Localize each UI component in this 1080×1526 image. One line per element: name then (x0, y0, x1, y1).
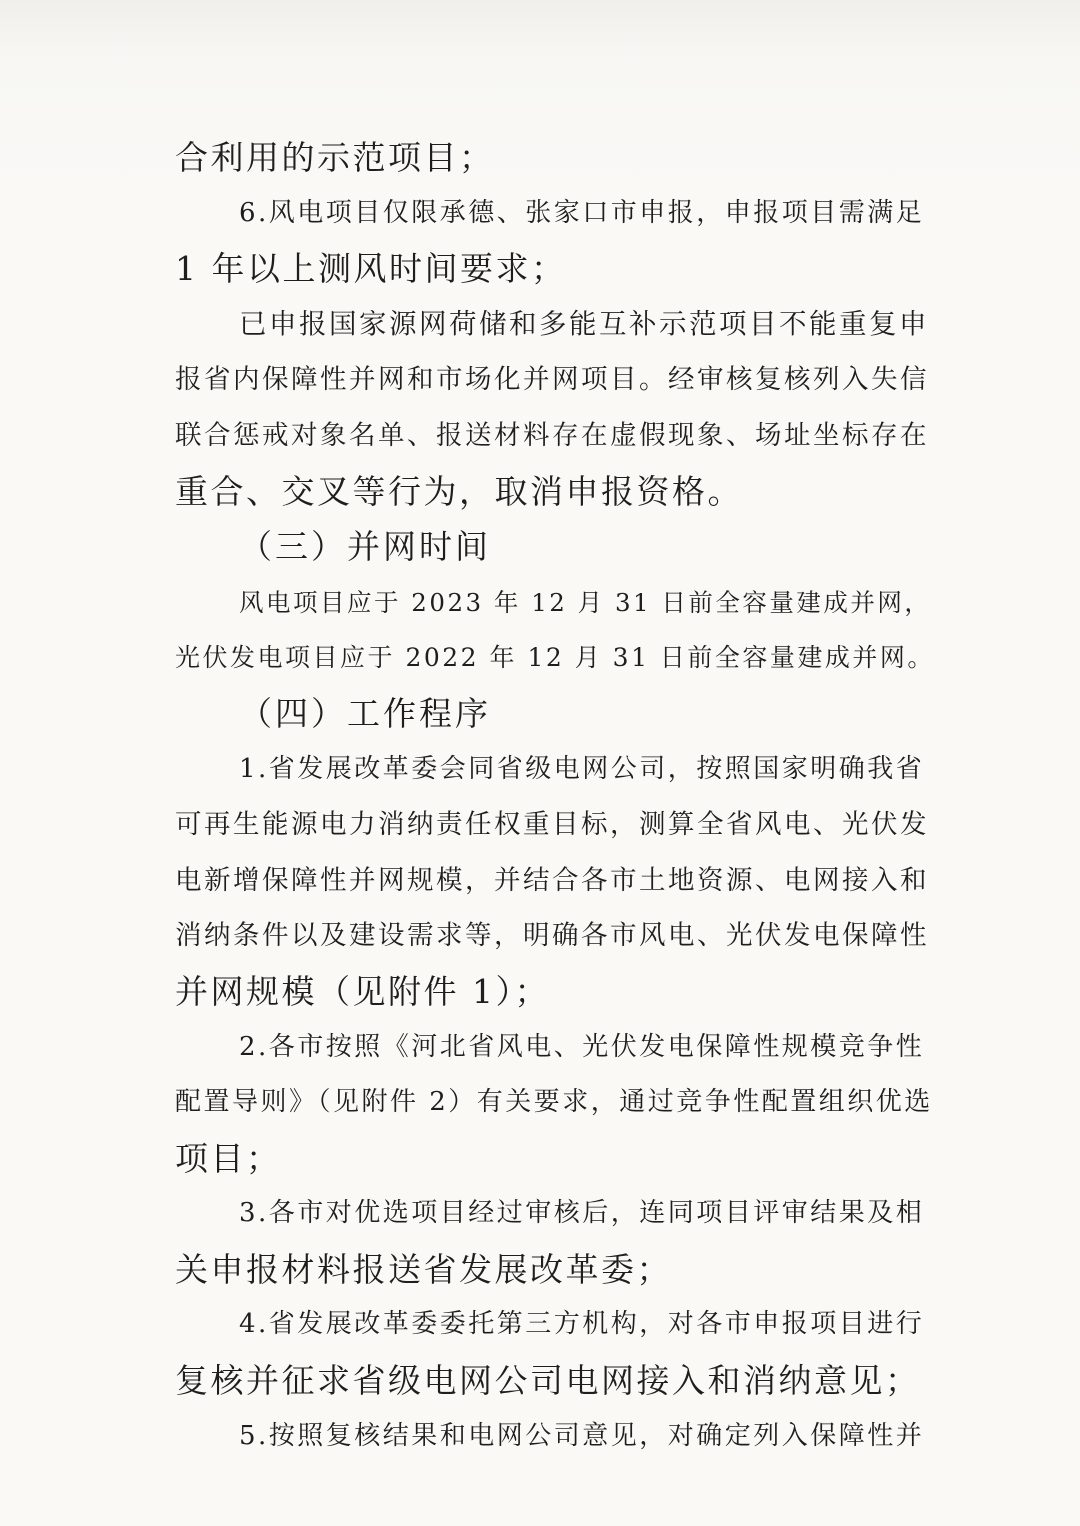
text-line: 1.省发展改革委会同省级电网公司，按照国家明确我省 (239, 753, 925, 784)
text-line: 电新增保障性并网规模，并结合各市土地资源、电网接入和 (175, 864, 929, 896)
text-line: 4.省发展改革委委托第三方机构，对各市申报项目进行 (239, 1309, 925, 1340)
section-heading: （三）并网时间 (239, 527, 491, 567)
text-line: 关申报材料报送省发展改革委； (175, 1249, 672, 1289)
text-line: 联合惩戒对象名单、报送材料存在虚假现象、场址坐标存在 (175, 419, 929, 451)
text-line: 重合、交叉等行为，取消申报资格。 (175, 471, 743, 511)
text-line: 可再生能源电力消纳责任权重目标，测算全省风电、光伏发 (175, 809, 929, 841)
text-line: 项目； (175, 1138, 282, 1178)
text-line: 6.风电项目仅限承德、张家口市申报，申报项目需满足 (239, 197, 925, 228)
text-line: 报省内保障性并网和市场化并网项目。经审核复核列入失信 (175, 364, 929, 396)
text-line: 并网规模（见附件 1）； (175, 971, 550, 1011)
document-body (175, 130, 935, 1464)
text-line: 消纳条件以及建设需求等，明确各市风电、光伏发电保障性 (175, 920, 929, 952)
text-line: 复核并征求省级电网公司电网接入和消纳意见； (175, 1361, 921, 1401)
text-line: 3.各市对优选项目经过审核后，连同项目评审结果及相 (239, 1198, 925, 1229)
text-line: 5.按照复核结果和电网公司意见，对确定列入保障性并 (239, 1420, 925, 1451)
text-line: 风电项目应于 2023 年 12 月 31 日前全容量建成并网， (239, 587, 932, 617)
text-line: 合利用的示范项目； (175, 138, 495, 177)
text-line: 配置导则》（见附件 2）有关要求，通过竞争性配置组织优选 (175, 1087, 933, 1118)
text-line: 1 年以上测风时间要求； (175, 249, 567, 289)
text-line: 已申报国家源网荷储和多能互补示范项目不能重复申 (239, 307, 929, 340)
text-line: 2.各市按照《河北省风电、光伏发电保障性规模竞争性 (239, 1031, 925, 1062)
section-heading: （四）工作程序 (239, 693, 491, 733)
text-line: 光伏发电项目应于 2022 年 12 月 31 日前全容量建成并网。 (175, 643, 935, 673)
